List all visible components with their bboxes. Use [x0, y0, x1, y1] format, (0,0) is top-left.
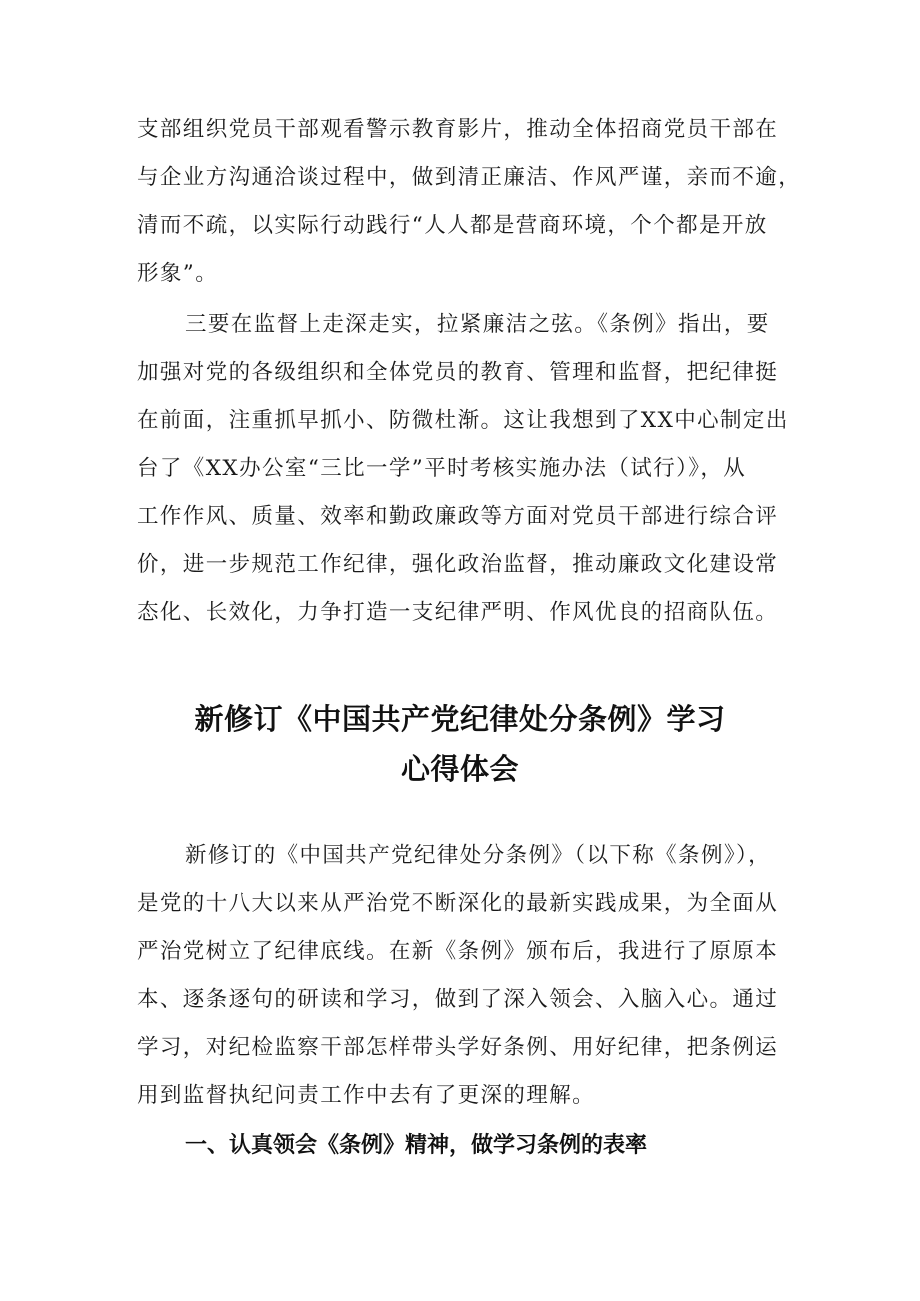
paragraph-line: 新修订的《中国共产党纪律处分条例》（以下称《条例》），: [185, 843, 772, 868]
paragraph-line: 清而不疏，以实际行动践行“人人都是营商环境，个个都是开放: [137, 213, 768, 238]
paragraph-line: 工作作风、质量、效率和勤政廉政等方面对党员干部进行综合评: [137, 504, 779, 529]
paragraph-line: 严治党树立了纪律底线。在新《条例》颁布后，我进行了原原本: [137, 939, 779, 964]
document-title-line-2: 心得体会: [400, 752, 519, 786]
paragraph-line: 台了《XX办公室“三比一学”平时考核实施办法（试行）》，从: [137, 456, 747, 481]
paragraph-line: 是党的十八大以来从严治党不断深化的最新实践成果，为全面从: [137, 891, 779, 916]
paragraph-line: 加强对党的各级组织和全体党员的教育、管理和监督，把纪律挺: [137, 360, 779, 385]
paragraph-line: 学习，对纪检监察干部怎样带头学好条例、用好纪律，把条例运: [137, 1035, 779, 1060]
paragraph-line: 本、逐条逐句的研读和学习，做到了深入领会、入脑入心。通过: [137, 987, 779, 1012]
paragraph-line: 与企业方沟通洽谈过程中，做到清正廉洁、作风严谨，亲而不逾，: [137, 165, 802, 190]
document-title-line-1: 新修订《中国共产党纪律处分条例》学习: [194, 702, 726, 736]
paragraph-line: 三要在监督上走深走实，拉紧廉洁之弦。《条例》指出，要: [185, 312, 770, 337]
paragraph-line: 在前面，注重抓早抓小、防微杜渐。这让我想到了XX中心制定出: [137, 408, 789, 433]
paragraph-line: 态化、长效化，力争打造一支纪律严明、作风优良的招商队伍。: [137, 600, 779, 625]
section-heading: 一、认真领会《条例》精神，做学习条例的表率: [185, 1133, 648, 1158]
paragraph-line: 用到监督执纪问责工作中去有了更深的理解。: [137, 1083, 596, 1108]
paragraph-line: 价，进一步规范工作纪律，强化政治监督，推动廉政文化建设常: [137, 552, 779, 577]
paragraph-line: 支部组织党员干部观看警示教育影片，推动全体招商党员干部在: [137, 117, 779, 142]
paragraph-line: 形象”。: [137, 261, 219, 286]
